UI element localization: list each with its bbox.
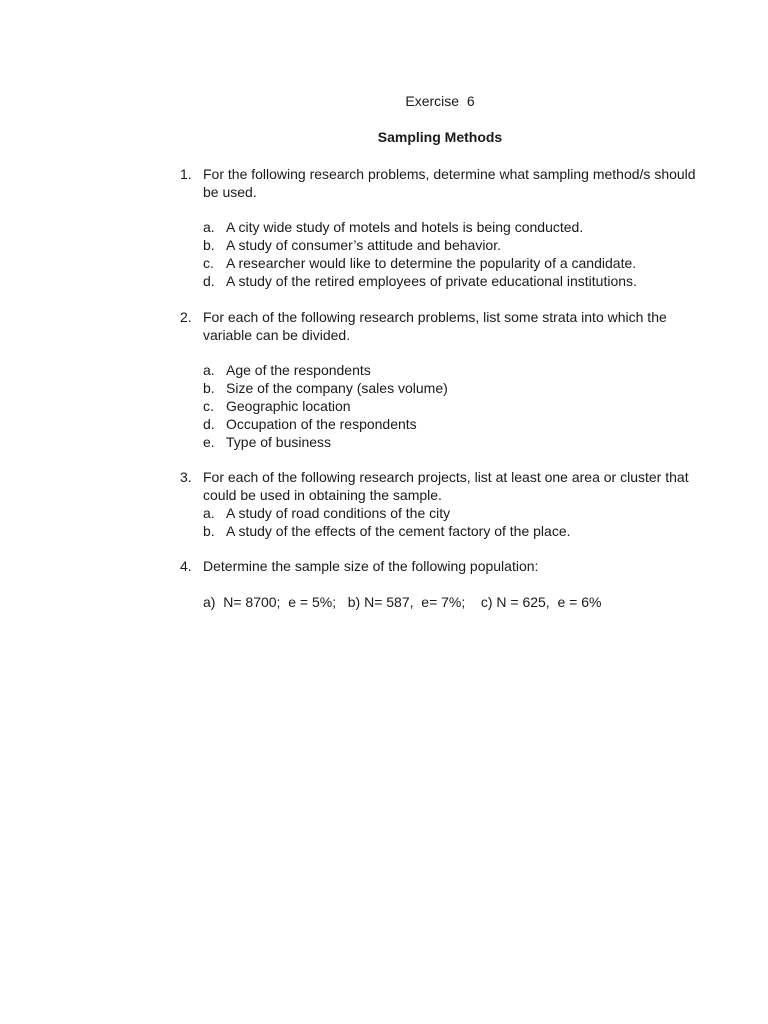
question-number: 2.	[180, 309, 192, 325]
question-1	[180, 165, 700, 201]
item-text: A researcher would like to determine the popularity of a candidate.	[226, 255, 637, 271]
item-text: A study of the retired employees of private educational institutions.	[226, 273, 637, 289]
item-text: Size of the company (sales volume)	[226, 380, 448, 396]
question-2	[180, 308, 700, 344]
list-item	[203, 254, 703, 272]
question-3-items	[203, 504, 703, 540]
question-4	[180, 557, 700, 575]
item-text: Geographic location	[226, 398, 351, 414]
question-text: For each of the following research projects, list at least one area or cluster that could be used in obtaining the sample.	[203, 469, 689, 503]
list-item	[203, 504, 703, 522]
list-item	[203, 218, 703, 236]
document-title: Sampling Methods	[377, 129, 503, 145]
item-marker: a.	[203, 505, 215, 521]
question-number: 4.	[180, 558, 192, 574]
item-text: A city wide study of motels and hotels is being conducted.	[226, 219, 584, 235]
list-item	[203, 272, 703, 290]
list-item	[203, 236, 703, 254]
list-item	[203, 433, 703, 451]
question-1-items	[203, 218, 703, 290]
question-text: Determine the sample size of the following population:	[203, 558, 539, 574]
list-item	[203, 415, 703, 433]
question-text: For the following research problems, determine what sampling method/s should be used.	[203, 166, 696, 200]
item-text: Occupation of the respondents	[226, 416, 417, 432]
item-marker: b.	[203, 380, 215, 396]
item-marker: a.	[203, 219, 215, 235]
question-3	[180, 468, 700, 504]
list-item	[203, 361, 703, 379]
question-text: For each of the following research problems, list some strata into which the variable can be divided.	[203, 309, 667, 343]
item-marker: d.	[203, 273, 215, 289]
item-text: A study of the effects of the cement factory of the place.	[226, 523, 571, 539]
exercise-number: Exercise 6	[405, 93, 475, 109]
item-text: Age of the respondents	[226, 362, 371, 378]
item-marker: b.	[203, 523, 215, 539]
item-marker: a.	[203, 362, 215, 378]
list-item	[203, 522, 703, 540]
sample-size-problems: a) N= 8700; e = 5%; b) N= 587, e= 7%; c) N = 625, e = 6%	[203, 594, 602, 610]
item-text: A study of road conditions of the city	[226, 505, 451, 521]
list-item	[203, 397, 703, 415]
question-number: 3.	[180, 469, 192, 485]
item-text: Type of business	[226, 434, 332, 450]
question-2-items	[203, 361, 703, 451]
item-marker: e.	[203, 434, 215, 450]
item-marker: b.	[203, 237, 215, 253]
item-marker: d.	[203, 416, 215, 432]
list-item	[203, 379, 703, 397]
item-marker: c.	[203, 255, 214, 271]
item-marker: c.	[203, 398, 214, 414]
item-text: A study of consumer’s attitude and behavior.	[226, 237, 501, 253]
question-number: 1.	[180, 166, 192, 182]
